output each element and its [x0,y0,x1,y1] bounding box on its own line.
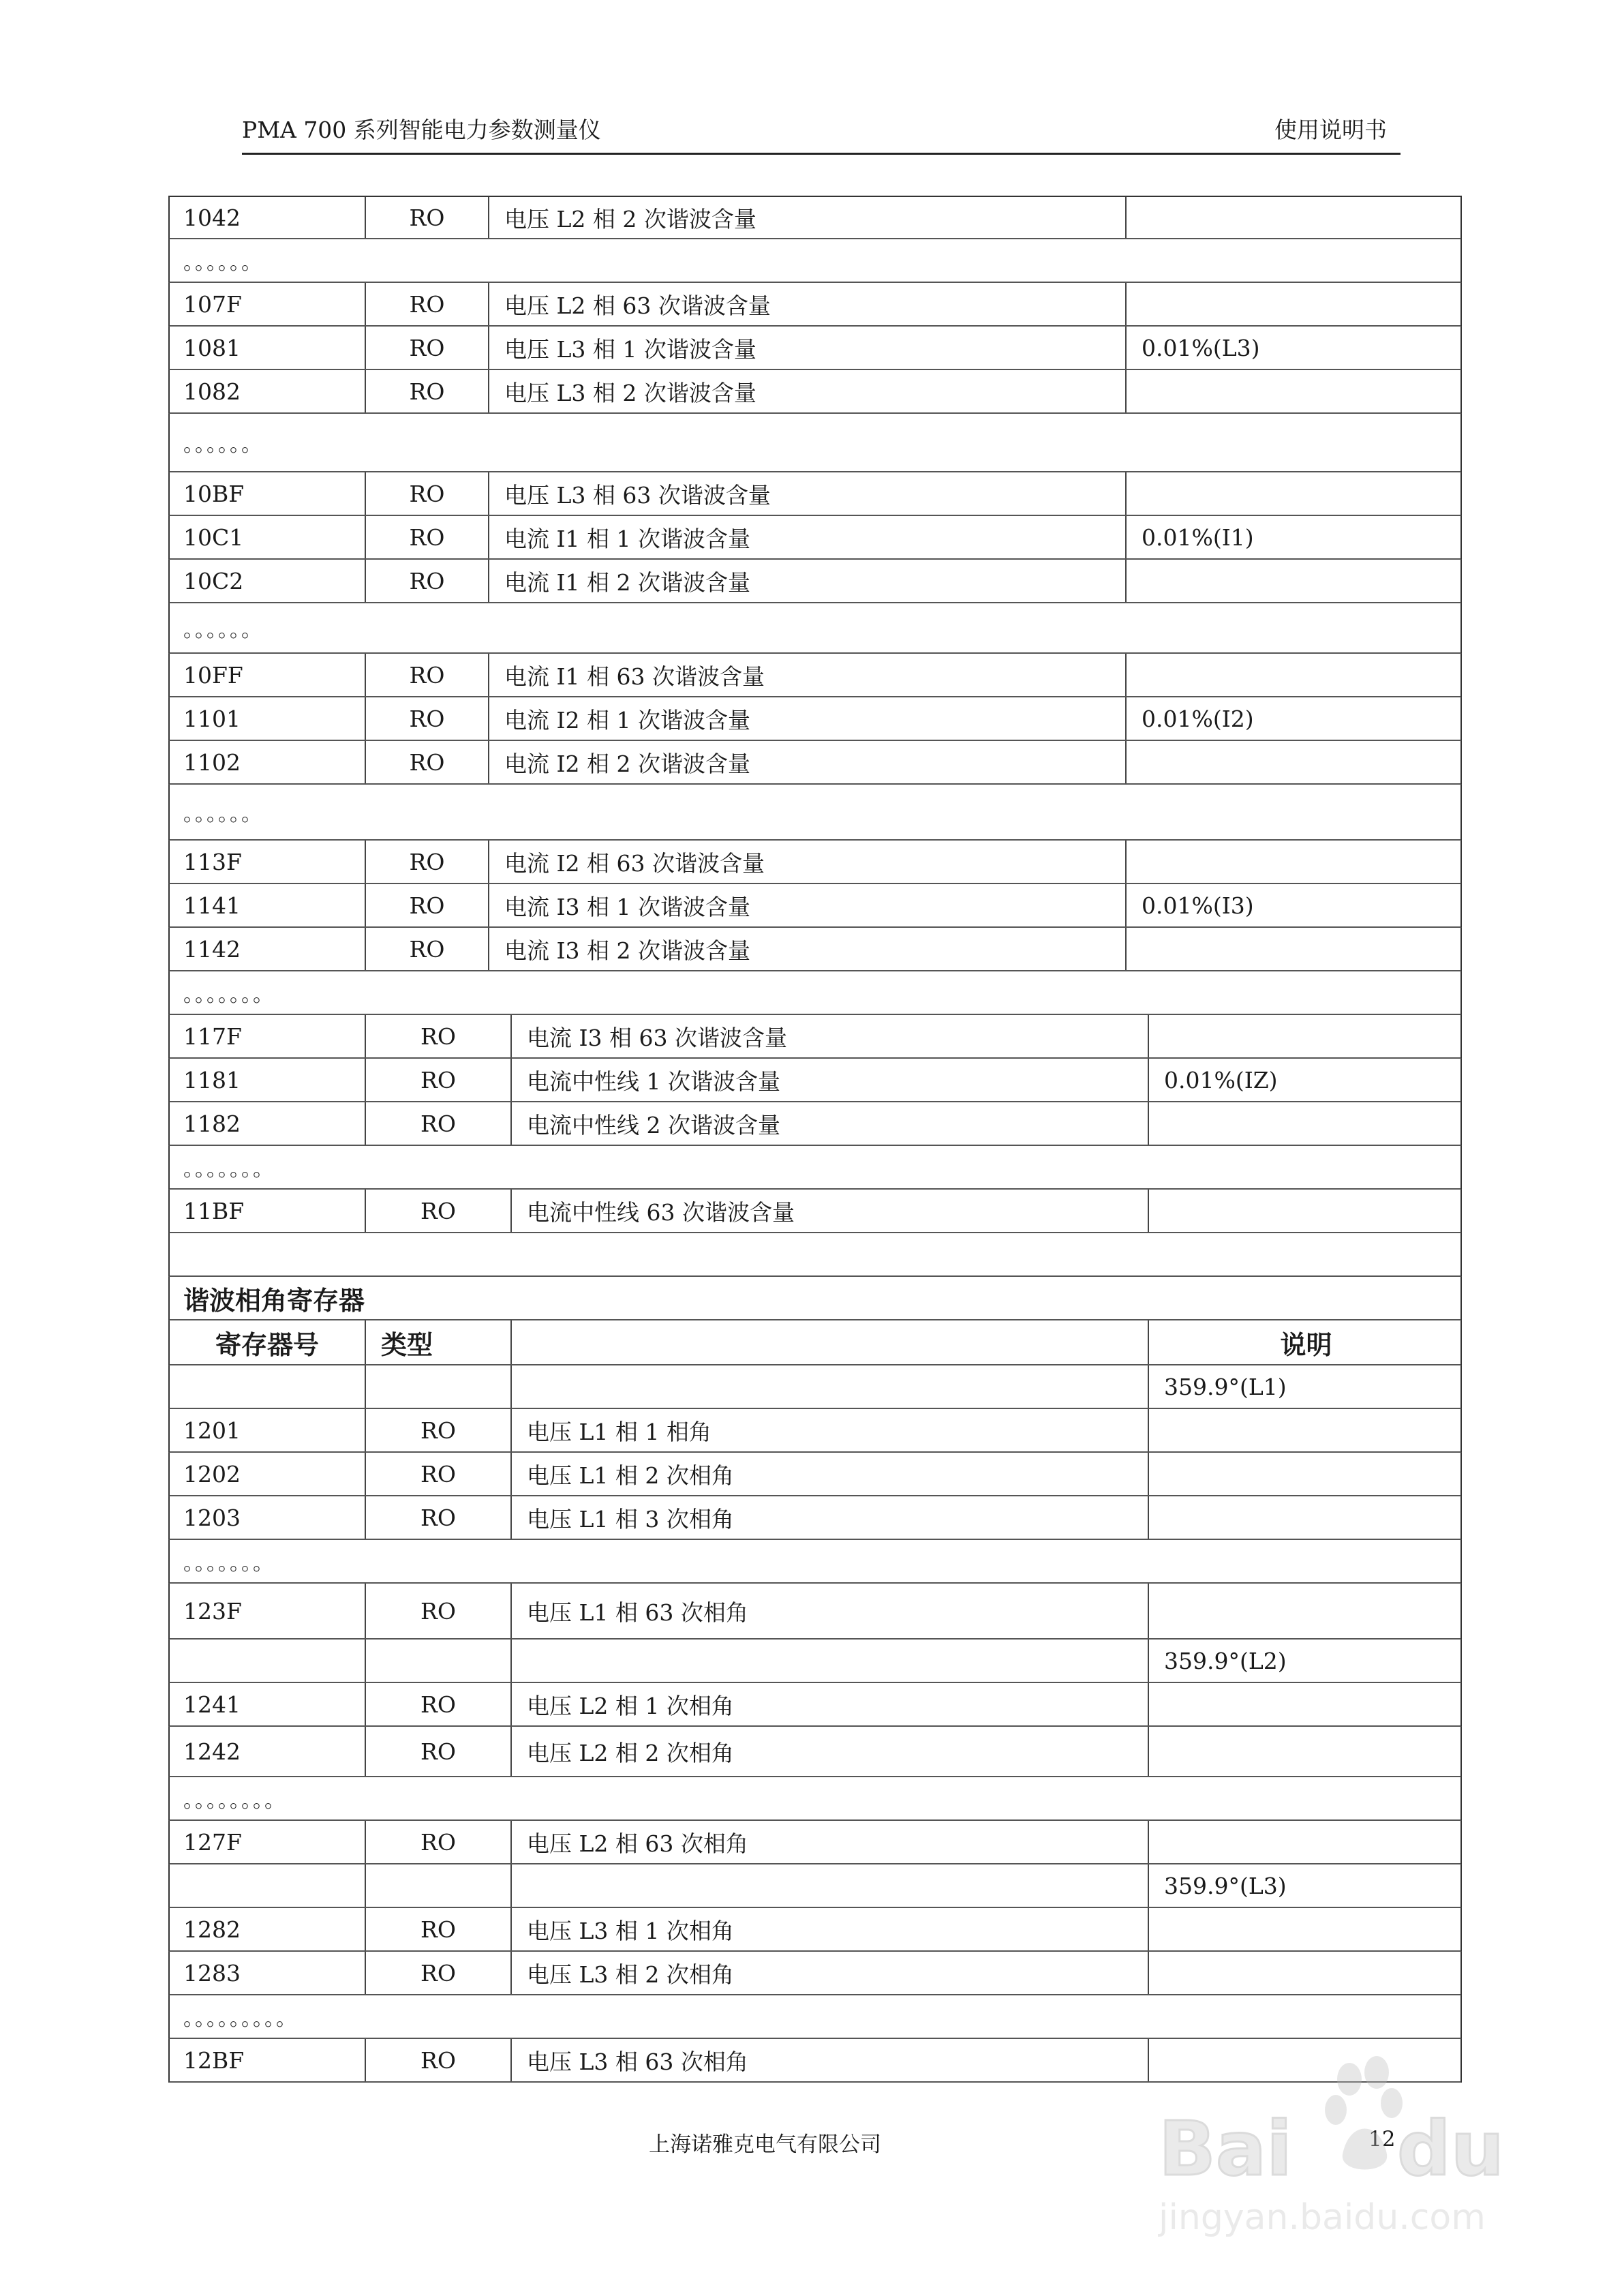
cell-note [1149,1821,1463,1863]
cell-desc [512,1864,1148,1907]
cell-addr [170,1864,365,1907]
cell-addr: 1241 [183,1691,241,1718]
cell-addr: 1242 [183,1738,241,1765]
cell-addr [170,1365,365,1408]
cell-desc: 电压 L3 相 2 次相角 [527,1961,734,1988]
cell-type: RO [420,1066,456,1093]
header-addr: 寄存器号 [215,1329,319,1360]
cell-type: RO [420,2046,456,2074]
register-row [168,1584,1462,1640]
cell-addr: 1181 [183,1066,241,1093]
cell-desc: 电流 I1 相 63 次谐波含量 [504,663,765,690]
cell-desc: 电压 L2 相 63 次谐波含量 [504,292,771,319]
register-row [168,1496,1462,1540]
svg-text:du: du [1397,2105,1505,2192]
cell-note: 359.9°(L1) [1164,1373,1287,1400]
register-row [168,1059,1462,1102]
cell-note [1149,1190,1463,1232]
cell-desc: 电压 L1 相 1 相角 [527,1418,711,1445]
register-table [168,196,1462,2083]
cell-type: RO [409,524,445,551]
register-row [168,1864,1462,1908]
register-row [168,1453,1462,1496]
ellipsis-marker: 。。。。。。 [183,802,263,826]
baidu-jingyan-watermark [1145,2045,1527,2250]
register-row [168,1727,1462,1777]
cell-addr: 1202 [183,1460,241,1487]
register-row [168,472,1462,516]
header-type: 类型 [381,1329,433,1360]
ellipsis-marker: 。。。。。。。 [183,1552,275,1575]
ellipsis-row [168,785,1462,841]
header-note: 说明 [1280,1329,1332,1360]
ellipsis-marker: 。。。。。。。 [183,983,275,1007]
register-row [168,1952,1462,1995]
ellipsis-row [168,1146,1462,1190]
register-row [168,1683,1462,1727]
register-row [168,841,1462,884]
cell-desc [512,1365,1148,1408]
cell-type: RO [409,661,445,689]
cell-note [1149,1908,1463,1950]
cell-desc: 电流 I3 相 2 次谐波含量 [504,937,750,964]
cell-note: 0.01%(IZ) [1164,1066,1278,1093]
cell-note [1149,1727,1463,1776]
cell-desc: 电压 L2 相 2 次谐波含量 [504,205,756,232]
cell-type [366,1365,510,1408]
cell-type: RO [420,1916,456,1943]
svg-text:Bai: Bai [1159,2105,1292,2192]
ellipsis-row [168,1540,1462,1584]
document-type: 使用说明书 [1274,117,1387,143]
register-row [168,1102,1462,1146]
cell-note [1127,560,1463,602]
cell-note [1149,1409,1463,1451]
cell-note [1149,1015,1463,1057]
cell-type: RO [420,1110,456,1137]
cell-note [1127,928,1463,970]
cell-desc: 电压 L3 相 63 次相角 [527,2048,748,2075]
register-row [168,1190,1462,1233]
cell-addr: 1282 [183,1916,241,1943]
cell-addr: 11BF [183,1197,245,1224]
cell-type: RO [409,480,445,507]
cell-note [1127,370,1463,412]
register-row [168,370,1462,414]
register-row [168,928,1462,971]
cell-note [1127,197,1463,238]
cell-addr: 1081 [183,334,241,361]
cell-type: RO [420,1460,456,1487]
cell-note [1149,1952,1463,1994]
cell-note: 0.01%(I3) [1142,892,1254,919]
register-row [168,1365,1462,1409]
cell-note [1149,1584,1463,1638]
cell-note [1127,472,1463,515]
cell-type: RO [420,1738,456,1765]
ellipsis-row [168,971,1462,1015]
cell-note: 359.9°(L3) [1164,1872,1287,1899]
ellipsis-row [168,1995,1462,2039]
cell-desc: 电压 L2 相 2 次相角 [527,1739,734,1766]
register-row [168,697,1462,741]
section-title: 谐波相角寄存器 [183,1285,365,1316]
cell-addr: 1102 [183,749,241,776]
document-title: PMA 700 系列智能电力参数测量仪 [242,117,601,143]
ellipsis-marker: 。。。。。。。。。 [183,2007,298,2031]
ellipsis-marker: 。。。。。。 [183,618,263,642]
cell-note: 0.01%(I2) [1142,705,1254,732]
cell-note [1127,741,1463,783]
cell-desc: 电压 L2 相 1 次相角 [527,1692,734,1719]
cell-note [1127,283,1463,325]
footer-company: 上海诺雅克电气有限公司 [649,2132,881,2157]
blank-row [168,1233,1462,1277]
register-row [168,1821,1462,1864]
ellipsis-row [168,414,1462,472]
header-desc [512,1320,1148,1364]
cell-addr: 127F [183,1828,242,1856]
cell-type: RO [409,567,445,594]
ellipsis-marker: 。。。。。。 [183,433,263,457]
cell-desc: 电流 I2 相 2 次谐波含量 [504,750,750,777]
cell-type: RO [409,749,445,776]
cell-type [366,1864,510,1907]
cell-addr: 1042 [183,204,241,231]
cell-type: RO [409,334,445,361]
cell-type: RO [420,1597,456,1625]
register-row [168,283,1462,327]
cell-desc [512,1640,1148,1682]
cell-addr: 1142 [183,935,241,963]
cell-desc: 电流 I1 相 1 次谐波含量 [504,525,750,552]
cell-desc: 电流 I3 相 63 次谐波含量 [527,1024,787,1051]
cell-addr: 1141 [183,892,241,919]
cell-note: 359.9°(L2) [1164,1647,1287,1674]
register-row [168,327,1462,370]
cell-note [1127,841,1463,883]
cell-desc: 电流中性线 2 次谐波含量 [527,1111,780,1138]
cell-type: RO [420,1828,456,1856]
register-row [168,1640,1462,1683]
cell-desc: 电流中性线 63 次谐波含量 [527,1198,795,1226]
register-row [168,884,1462,928]
cell-type: RO [409,378,445,405]
cell-desc: 电压 L3 相 63 次谐波含量 [504,481,771,509]
register-row [168,516,1462,560]
register-row [168,741,1462,785]
cell-addr: 1201 [183,1417,241,1444]
register-row [168,196,1462,239]
page-number: 12 [1368,2127,1396,2151]
cell-note: 0.01%(I1) [1142,524,1254,551]
section-title-row [168,1277,1462,1320]
ellipsis-row [168,603,1462,654]
cell-addr: 1101 [183,705,241,732]
cell-addr: 1283 [183,1959,241,1987]
cell-type: RO [409,705,445,732]
ellipsis-marker: 。。。。。。。。 [183,1789,286,1813]
cell-type: RO [420,1417,456,1444]
cell-type: RO [409,935,445,963]
cell-note [1149,1683,1463,1725]
cell-desc: 电流 I1 相 2 次谐波含量 [504,569,750,596]
cell-type: RO [409,892,445,919]
cell-desc: 电压 L1 相 63 次相角 [527,1599,748,1626]
register-row [168,1015,1462,1059]
cell-addr [170,1640,365,1682]
cell-note: 0.01%(L3) [1142,334,1260,361]
cell-note [1149,1453,1463,1495]
cell-desc: 电流 I3 相 1 次谐波含量 [504,893,750,920]
register-row [168,1908,1462,1952]
cell-desc: 电压 L1 相 2 次相角 [527,1462,734,1489]
svg-text:jingyan.baidu.com: jingyan.baidu.com [1159,2197,1486,2238]
cell-addr: 10C2 [183,567,244,594]
cell-desc: 电压 L3 相 2 次谐波含量 [504,379,756,406]
register-row [168,1409,1462,1453]
cell-desc: 电压 L2 相 63 次相角 [527,1830,748,1857]
register-row [168,654,1462,697]
table-header-row [168,1320,1462,1365]
cell-addr: 10BF [183,480,245,507]
cell-addr: 1203 [183,1504,241,1531]
cell-addr: 12BF [183,2046,245,2074]
cell-desc: 电流 I2 相 63 次谐波含量 [504,849,765,877]
cell-type: RO [420,1197,456,1224]
cell-addr: 117F [183,1023,242,1050]
cell-note [1127,654,1463,696]
cell-addr: 123F [183,1597,242,1625]
ellipsis-row [168,1777,1462,1821]
cell-type [366,1640,510,1682]
ellipsis-row [168,239,1462,283]
cell-desc: 电压 L1 相 3 次相角 [527,1505,734,1532]
cell-note [1149,1102,1463,1145]
page-header [242,115,1401,155]
cell-desc: 电流中性线 1 次谐波含量 [527,1068,780,1095]
ellipsis-marker: 。。。。。。 [183,251,263,275]
cell-addr: 113F [183,848,242,875]
cell-type: RO [420,1023,456,1050]
cell-addr: 1182 [183,1110,241,1137]
cell-type: RO [420,1504,456,1531]
register-row [168,560,1462,603]
cell-addr: 10FF [183,661,243,689]
cell-note [1149,1496,1463,1539]
cell-addr: 107F [183,290,242,318]
cell-desc: 电压 L3 相 1 次相角 [527,1917,734,1944]
cell-desc: 电流 I2 相 1 次谐波含量 [504,706,750,734]
cell-type: RO [409,848,445,875]
cell-desc: 电压 L3 相 1 次谐波含量 [504,335,756,363]
cell-addr: 1082 [183,378,241,405]
cell-type: RO [409,204,445,231]
cell-type: RO [420,1959,456,1987]
cell-type: RO [420,1691,456,1718]
ellipsis-marker: 。。。。。。。 [183,1158,275,1181]
cell-type: RO [409,290,445,318]
cell-addr: 10C1 [183,524,244,551]
